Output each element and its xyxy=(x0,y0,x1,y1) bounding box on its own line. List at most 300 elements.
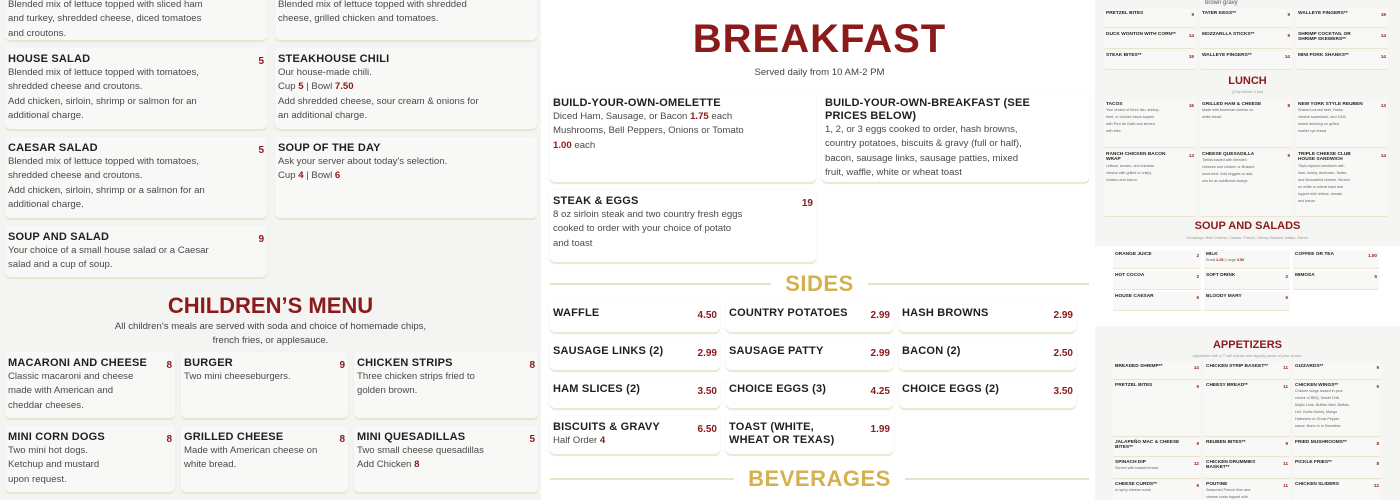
menu-item-price: 12 xyxy=(1373,483,1379,488)
description-text: bacon, sausage links, sausage patties, mixed xyxy=(825,152,1019,164)
menu-item-body xyxy=(1106,11,1187,27)
menu-item-body xyxy=(8,0,264,40)
menu-item-price: 3.50 xyxy=(1053,386,1073,397)
menu-item-body xyxy=(1295,440,1372,456)
inline-price: 8 xyxy=(414,459,420,471)
childrens-menu-title: CHILDREN’S MENU xyxy=(167,293,374,318)
menu-item-description-line xyxy=(1298,177,1377,184)
menu-item-body xyxy=(1115,482,1192,500)
description-text: Habanero or Ghost Pepper xyxy=(1295,417,1340,422)
menu-item-name: MINI PORK SHANKS** xyxy=(1298,53,1349,58)
menu-item-price: 1.50 xyxy=(1368,253,1377,258)
menu-item-card xyxy=(899,378,1076,408)
menu-item-card xyxy=(1104,150,1196,216)
menu-item-body xyxy=(184,431,335,492)
menu-item-price: 11 xyxy=(1283,483,1288,488)
menu-item-description-line xyxy=(825,152,1086,166)
menu-item-card xyxy=(1296,100,1388,147)
description-text: Seasoned French fries and xyxy=(1206,488,1251,493)
description-text: Mushrooms, Bell Peppers, Onions or Tomato xyxy=(553,125,744,137)
menu-item-body xyxy=(8,357,162,418)
menu-item-name: COUNTRY POTATOES xyxy=(729,307,848,319)
menu-item-card xyxy=(1204,480,1290,500)
menu-item-card xyxy=(5,352,175,418)
menu-item-name: BLOODY MARY xyxy=(1206,294,1242,299)
menu-item-body xyxy=(1115,273,1192,289)
menu-item-description-line xyxy=(1298,128,1377,135)
menu-item-price: 9 xyxy=(1287,153,1290,158)
menu-item-body xyxy=(1115,252,1192,268)
description-text: and croutons. xyxy=(8,27,67,39)
menu-item-card xyxy=(181,426,348,492)
menu-item-price: 14 xyxy=(1193,365,1199,370)
menu-item-price: 19 xyxy=(801,198,813,209)
breakfast-grid xyxy=(550,92,1089,262)
menu-item-name: FRIED MUSHROOMS** xyxy=(1295,440,1347,445)
menu-item-body xyxy=(1202,11,1283,27)
description-text: each xyxy=(571,139,596,151)
menu-item-card xyxy=(1204,458,1290,478)
menu-item-description-line xyxy=(8,458,162,472)
inline-price: 5 xyxy=(298,81,304,93)
lunch-note: (Only before 4 pm) xyxy=(1231,90,1264,94)
description-text: Small xyxy=(1206,258,1217,263)
appetizers-title: APPETIZERS xyxy=(1212,339,1283,351)
menu-item-card xyxy=(1104,30,1196,48)
menu-item-name: STEAKHOUSE CHILI xyxy=(278,53,390,65)
description-text: choice of BBQ, Sweet Chili, xyxy=(1295,396,1341,401)
menu-item-description-line xyxy=(1115,487,1192,494)
menu-item-description-line xyxy=(1106,121,1185,128)
inline-price: 1.75 xyxy=(690,111,709,122)
description-text: Ask your server about today's selection. xyxy=(278,156,448,167)
menu-item-name: CHOICE EGGS (3) xyxy=(729,383,827,395)
description-text: Ketchup and mustard xyxy=(8,459,100,471)
menu-item-name: CHEESE QUESADILLA xyxy=(1202,152,1255,157)
menu-item-card xyxy=(1113,480,1201,500)
salads-soups-grid xyxy=(5,0,537,277)
description-text: white bread. xyxy=(1202,115,1223,120)
menu-item-description-line xyxy=(278,95,534,109)
menu-item-name: SAUSAGE PATTY xyxy=(729,345,824,357)
menu-item-price: 2.99 xyxy=(697,348,717,359)
inline-price: 4 xyxy=(599,435,606,446)
menu-item-body xyxy=(1298,53,1377,69)
menu-item-price: 8 xyxy=(529,360,535,371)
menu-item-name: ORANGE JUICE xyxy=(1115,252,1152,257)
menu-item-body xyxy=(1295,460,1372,478)
menu-item-description-line xyxy=(1295,388,1372,395)
menu-item-description-line xyxy=(278,155,534,169)
menu-item-description-line xyxy=(1202,107,1283,114)
menu-item-price: 2.50 xyxy=(1053,348,1073,359)
description-text: cheese with grilled or crispy xyxy=(1106,170,1152,175)
menu-item-name: BURGER xyxy=(184,357,233,369)
description-text: each xyxy=(708,111,733,122)
description-text: 8 oz sirloin steak and two country fresh eggs xyxy=(553,209,743,220)
menu-item-body xyxy=(902,307,1050,332)
menu-item-description-line xyxy=(357,370,525,384)
description-text: with fries. xyxy=(1106,129,1122,134)
menu-item-card xyxy=(1204,250,1290,268)
menu-item-name: BISCUITS & GRAVY xyxy=(553,421,660,433)
menu-item-description-line xyxy=(8,80,254,94)
description-text: Island dressing on grilled xyxy=(1298,122,1339,127)
menu-item-price: 2 xyxy=(1196,253,1199,258)
partial-text: brown gravy xyxy=(1205,0,1238,6)
lunch-title: LUNCH xyxy=(1228,75,1267,87)
menu-item-description-line xyxy=(184,458,335,472)
description-text: Classic macaroni and cheese xyxy=(8,371,134,382)
menu-item-name: GRILLED CHEESE xyxy=(184,431,284,443)
menu-item-description-line xyxy=(1298,114,1377,121)
menu-item-card xyxy=(1293,438,1381,456)
menu-item-description-line xyxy=(8,12,264,26)
description-text: Our house-made chili. xyxy=(278,67,372,78)
menu-item-description-line xyxy=(184,444,335,458)
menu-item-price: 9 xyxy=(1376,384,1379,389)
menu-item-description-line xyxy=(8,258,254,272)
menu-item-description-line xyxy=(8,244,254,258)
menu-item-price: 14 xyxy=(1284,54,1290,59)
description-text: sauce. Bone-In or Boneless xyxy=(1295,424,1341,429)
menu-item-description-line xyxy=(1206,487,1279,494)
menu-item-name: JALAPEÑO MAC & CHEESE BITES** xyxy=(1115,440,1180,451)
menu-item-card xyxy=(1200,30,1292,48)
breakfast-menu-panel xyxy=(545,0,1094,500)
menu-item-card xyxy=(1113,438,1201,456)
drinks-grid xyxy=(1113,250,1379,310)
menu-item-body xyxy=(1206,383,1279,436)
menu-item-description-line xyxy=(553,139,813,153)
menu-item-body xyxy=(1206,364,1279,379)
menu-item-description-line xyxy=(553,237,798,251)
description-text: Add Chicken xyxy=(357,459,415,471)
menu-item-description-line xyxy=(1298,107,1377,114)
menu-item-description-line xyxy=(1298,163,1377,170)
description-text: Your choice of a small house salad or a Caesar xyxy=(8,245,209,256)
menu-item-card xyxy=(1293,480,1381,500)
menu-item-description-line xyxy=(8,95,254,109)
menu-item-price: 8 xyxy=(1376,461,1379,466)
menu-item-description-line xyxy=(1295,423,1372,430)
menu-item-description-line xyxy=(8,155,254,169)
menu-item-description-line xyxy=(1202,157,1283,164)
menu-item-body xyxy=(1202,53,1281,69)
menu-item-name: WALLEYE FINGERS** xyxy=(1298,11,1348,16)
menu-item-card xyxy=(1296,9,1388,27)
menu-item-description-line xyxy=(8,109,254,123)
inline-price: 6 xyxy=(334,170,341,182)
menu-item-card xyxy=(1296,150,1388,216)
soup-salads-note: Dressings: Blue Cheese, Caesar, French, Honey Mustard, Italian, Ranch xyxy=(1186,236,1309,240)
description-text: upon request. xyxy=(8,473,67,485)
description-text: Cup xyxy=(278,170,299,182)
description-text: Add shredded cheese, sour cream & onions for xyxy=(278,95,479,107)
description-text: Triple-layered sandwich with xyxy=(1298,163,1345,168)
menu-item-body xyxy=(1206,460,1279,478)
menu-item-name: CHICKEN DRUMMIES BASKET** xyxy=(1206,460,1256,471)
menu-item-name: BUILD-YOUR-OWN-BREAKFAST (SEE PRICES BELOW) xyxy=(825,97,1031,122)
menu-item-name: CHICKEN WINGS** xyxy=(1295,383,1339,388)
menu-item-name: PRETZEL BITES xyxy=(1106,11,1144,16)
menu-item-description-line xyxy=(8,27,264,40)
menu-item-name: HOUSE CAESAR xyxy=(1115,294,1154,299)
description-text: Add chicken, sirloin, shrimp or salmon for an xyxy=(8,95,197,107)
menu-item-body xyxy=(553,383,694,408)
description-text: cheddar cheeses. xyxy=(8,399,84,411)
menu-item-price: 9 xyxy=(1196,441,1199,446)
menu-item-name: HASH BROWNS xyxy=(902,307,989,319)
menu-item-name: CHEESE CURDS** xyxy=(1115,482,1157,487)
menu-item-price: 12 xyxy=(1193,461,1199,466)
description-text: fruit, waffle, white or wheat toast xyxy=(825,166,962,178)
menu-item-name: NEW YORK STYLE REUBEN xyxy=(1298,102,1363,107)
menu-item-description-line xyxy=(357,384,525,398)
menu-item-price: 11 xyxy=(1283,384,1288,389)
menu-item-body xyxy=(1202,32,1283,48)
menu-item-card xyxy=(275,0,537,40)
menu-item-body xyxy=(1298,11,1377,27)
menu-item-name: SAUSAGE LINKS (2) xyxy=(553,345,664,357)
menu-item-description-line xyxy=(1202,114,1283,121)
menu-item-card xyxy=(1293,381,1381,436)
menu-item-card xyxy=(5,0,267,40)
menu-item-body xyxy=(1115,294,1192,310)
menu-item-name: DUCK WONTON WITH CORN** xyxy=(1106,32,1176,37)
menu-item-description-line xyxy=(8,370,162,384)
description-text: Blended mix of lettuce topped with shredded xyxy=(278,0,467,10)
description-text: additional charge. xyxy=(8,109,84,121)
menu-item-description-line xyxy=(1106,107,1185,114)
description-text: beef, or chicken tacos topped xyxy=(1106,115,1155,120)
salads-children-menu-panel xyxy=(0,0,541,500)
menu-item-card xyxy=(822,92,1089,182)
menu-item-body xyxy=(1295,273,1370,289)
menu-item-description-line xyxy=(825,123,1086,137)
menu-preview-panel xyxy=(1095,0,1400,500)
menu-item-description-line xyxy=(1106,177,1185,184)
menu-item-body xyxy=(1295,252,1364,268)
description-text: Two small cheese quesadillas xyxy=(357,445,484,456)
menu-item-name: COFFEE OR TEA xyxy=(1295,252,1334,257)
menu-item-description-line xyxy=(1202,171,1283,178)
menu-item-price: 6.50 xyxy=(697,424,717,435)
menu-item-name: TACOS xyxy=(1106,102,1123,107)
menu-item-card xyxy=(1296,51,1388,69)
menu-item-name: RANCH CHICKEN BACON WRAP xyxy=(1106,152,1166,163)
appetizers-grid xyxy=(1113,362,1381,500)
menu-item-price: 5 xyxy=(258,145,264,156)
menu-item-description-line xyxy=(8,473,162,487)
menu-item-body xyxy=(553,307,694,332)
menu-item-body xyxy=(357,431,525,492)
lunch-grid xyxy=(1104,100,1388,216)
description-text: and bacon. xyxy=(1298,198,1317,203)
menu-item-name: PRETZEL BITES xyxy=(1115,383,1153,388)
description-text: cheeses and chicken or Braised xyxy=(1202,165,1255,170)
description-text: short beef. Add veggies or add- xyxy=(1202,172,1254,177)
menu-item-body xyxy=(278,0,534,40)
description-text: golden brown. xyxy=(357,385,418,397)
menu-item-price: 14 xyxy=(1380,33,1386,38)
menu-item-body xyxy=(278,53,534,129)
menu-item-body xyxy=(1106,53,1185,69)
menu-item-card xyxy=(726,302,893,332)
description-text: cooked to order with your choice of potato xyxy=(553,223,732,235)
menu-item-description-line xyxy=(8,0,264,12)
menu-item-price: 5 xyxy=(1374,274,1377,279)
menu-item-name: BUILD-YOUR-OWN-OMELETTE xyxy=(553,97,721,109)
breakfast-subtitle: Served daily from 10 AM-2 PM xyxy=(754,67,885,78)
menu-item-price: 8 xyxy=(1376,441,1379,446)
description-text: and toast xyxy=(553,237,593,249)
menu-item-card xyxy=(1204,438,1290,456)
appetizers-note: Appetizers with a ** will include one dipping sauce of your choice. xyxy=(1192,354,1303,358)
menu-item-description-line xyxy=(1106,128,1185,135)
menu-item-body xyxy=(8,53,254,129)
description-text: with Pico de Gallo and served xyxy=(1106,122,1155,127)
menu-item-card xyxy=(5,226,267,277)
menu-item-card xyxy=(726,416,893,454)
description-text: marble rye bread. xyxy=(1298,129,1327,134)
menu-item-price: 2 xyxy=(1196,274,1199,279)
description-text: white bread. xyxy=(184,459,237,471)
menu-item-description-line xyxy=(1298,191,1377,198)
menu-item-description-line xyxy=(825,137,1086,151)
menu-item-description-line xyxy=(1206,257,1288,264)
description-text: Blended mix of lettuce topped with sliced ham xyxy=(8,0,203,10)
description-text: | Bowl xyxy=(303,170,335,182)
menu-item-price: 4.25 xyxy=(870,386,890,397)
menu-item-description-line xyxy=(8,66,254,80)
menu-item-card xyxy=(1104,51,1196,69)
menu-item-price: 9 xyxy=(1287,33,1290,38)
menu-item-description-line xyxy=(1298,184,1377,191)
inline-price: 3.50 xyxy=(1236,258,1245,263)
menu-item-card xyxy=(1104,9,1196,27)
inline-price: 1.00 xyxy=(553,139,572,151)
menu-item-card xyxy=(1204,271,1290,289)
description-text: cheese sauerkraut, and 1000 xyxy=(1298,115,1346,120)
menu-item-card xyxy=(354,426,538,492)
menu-item-body xyxy=(1295,364,1372,379)
menu-item-price: 9 xyxy=(1196,483,1199,488)
menu-item-price: 19 xyxy=(1380,12,1386,17)
menu-item-price: 3.50 xyxy=(697,386,717,397)
menu-item-body xyxy=(1206,440,1281,456)
menu-item-body xyxy=(8,142,254,218)
menu-item-description-line xyxy=(357,444,525,458)
menu-item-price: 14 xyxy=(1188,33,1194,38)
menu-item-name: SHRIMP COCKTAIL OR SHRIMP SKEWERS** xyxy=(1298,32,1351,43)
description-text: and turkey, shredded cheese, diced tomatoes xyxy=(8,13,202,25)
menu-item-price: 11 xyxy=(1283,365,1288,370)
menu-item-card xyxy=(5,48,267,129)
menu-item-description-line xyxy=(1115,465,1190,472)
menu-item-price: 8 xyxy=(166,434,172,445)
menu-item-card xyxy=(1113,381,1201,436)
menu-item-card xyxy=(1204,292,1290,310)
description-text: Shaved corned beef, Swiss xyxy=(1298,108,1343,113)
description-text: Two mini hot dogs. xyxy=(8,445,88,456)
menu-item-name: TRIPLE CHEESE CLUB HOUSE SANDWICH xyxy=(1298,152,1351,163)
menu-item-body xyxy=(1115,383,1192,436)
menu-item-description-line xyxy=(1295,402,1372,409)
menu-item-body xyxy=(1115,460,1190,478)
menu-item-name: REUBEN BITES** xyxy=(1206,440,1246,445)
menu-item-body xyxy=(553,195,798,262)
menu-item-description-line xyxy=(8,384,162,398)
menu-item-description-line xyxy=(8,444,162,458)
menu-item-price: 2 xyxy=(1285,274,1288,279)
menu-item-description-line xyxy=(553,208,798,222)
menu-item-card xyxy=(181,352,348,418)
menu-item-name: MOZZARLLA STICKS** xyxy=(1202,32,1255,37)
breakfast-title: BREAKFAST xyxy=(692,17,947,61)
menu-item-description-line xyxy=(1206,494,1279,500)
menu-item-description-line xyxy=(553,110,813,124)
menu-item-name: SOFT DRINK xyxy=(1206,273,1236,278)
menu-item-body xyxy=(1206,482,1279,500)
menu-item-description-line xyxy=(278,80,534,94)
description-text: Blended mix of lettuce topped with tomatoes, xyxy=(8,67,199,78)
menu-item-price: 13 xyxy=(1188,153,1194,158)
description-text: shredded cheese and croutons. xyxy=(8,81,143,93)
menu-item-price: 9 xyxy=(1285,441,1288,446)
menu-item-name: CHICKEN STRIPS xyxy=(357,357,453,369)
menu-item-price: 19 xyxy=(1188,54,1194,59)
description-text: country potatoes, biscuits & gravy (full or half), xyxy=(825,138,1022,150)
menu-item-description-line xyxy=(278,12,534,26)
menu-item-name: HAM SLICES (2) xyxy=(553,383,641,395)
description-text: Mojito Lime, Buffalo Mad, Buffalo xyxy=(1295,403,1349,408)
description-text: or spicy cheese curds xyxy=(1115,488,1151,493)
menu-item-card xyxy=(1200,100,1292,147)
menu-item-body xyxy=(1106,32,1185,48)
menu-item-card xyxy=(5,426,175,492)
menu-item-name: BACON (2) xyxy=(902,345,961,357)
menu-item-description-line xyxy=(1106,170,1185,177)
menu-item-card xyxy=(1204,362,1290,379)
menu-item-price: 9 xyxy=(339,360,345,371)
menu-item-price: 14 xyxy=(1380,54,1386,59)
description-text: Add chicken, sirloin, shrimp or a salmon for an xyxy=(8,184,205,196)
preview-top-grid xyxy=(1104,9,1388,69)
menu-item-body xyxy=(278,142,534,218)
menu-item-name: WAFFLE xyxy=(553,307,600,319)
menu-item-name: BREADED SHRIMP** xyxy=(1115,364,1163,369)
menu-item-card xyxy=(1113,362,1201,379)
menu-item-price: 13 xyxy=(1380,103,1386,108)
menu-item-description-line xyxy=(1295,395,1372,402)
menu-item-card xyxy=(1296,30,1388,48)
menu-item-price: 9 xyxy=(1376,365,1379,370)
menu-item-description-line xyxy=(8,169,254,183)
menu-item-description-line xyxy=(1298,198,1377,205)
soup-salads-title: SOUP AND SALADS xyxy=(1194,220,1301,232)
menu-item-body xyxy=(1202,152,1283,216)
menu-item-name: TATER KEGS** xyxy=(1202,11,1236,16)
menu-item-description-line xyxy=(278,66,534,80)
menu-item-name: GIZZARDS** xyxy=(1295,364,1324,369)
menu-item-card xyxy=(899,340,1076,370)
description-text: Blended mix of lettuce topped with tomatoes, xyxy=(8,156,199,167)
menu-item-description-line xyxy=(8,198,254,212)
menu-item-card xyxy=(1293,458,1381,478)
menu-item-name: WALLEYE FINGERS** xyxy=(1202,53,1252,58)
beverages-title: BEVERAGES xyxy=(748,466,891,491)
